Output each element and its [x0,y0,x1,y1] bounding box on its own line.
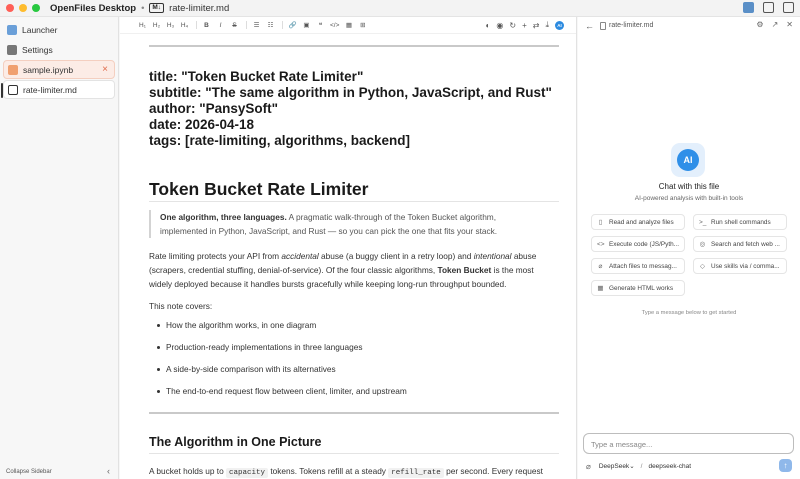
chat-icon[interactable] [763,2,774,13]
paragraph [149,464,559,479]
list-item: Production-ready implementations in three languages [157,342,407,364]
panel-toggle-icon[interactable] [783,2,794,13]
title-separator: • [141,2,145,14]
toolbar-divider [282,21,283,29]
markdown-icon [8,85,18,95]
heading-rule [149,201,559,202]
swap-icon[interactable]: ⇄ [532,20,540,30]
capability-generate-html[interactable] [591,280,685,296]
paragraph: This note covers: [149,301,213,311]
chat-hint: Type a message below to get started [641,310,737,316]
capability-label: Search and fetch web ... [711,240,780,248]
gear-icon[interactable]: ⚙ [756,20,764,29]
ai-logo [671,143,705,177]
toolbar-right-actions [486,20,564,30]
text-run: abuse (a buggy client in a retry loop) and [318,251,474,261]
frontmatter-line: tags: [rate-limiting, algorithms, backend] [149,133,411,148]
capability-label: Read and analyze files [609,218,674,226]
capability-attach-files[interactable] [591,258,685,274]
brush-icon[interactable] [743,2,754,13]
paragraph [149,249,559,291]
table-icon[interactable]: ⊞ [360,22,366,29]
provider-label: DeepSeek [598,462,630,470]
panel-header-actions [756,20,793,29]
chat-subtitle: AI-powered analysis with built-in tools [634,195,744,202]
heading-2: The Algorithm in One Picture [149,435,322,449]
frontmatter-line: author: "PansySoft" [149,101,279,116]
frontmatter-line: date: 2026-04-18 [149,117,255,132]
collapse-sidebar-button[interactable]: Collapse Sidebar [6,469,52,475]
terminal-icon: >_ [699,218,707,226]
capability-shell[interactable] [693,214,787,230]
numbered-list-icon[interactable]: ☷ [267,22,274,29]
text-run: widely deployed because it handles bursts gracefully while keeping long-run throughput bounded. [149,279,507,289]
ai-logo-icon: AI [677,149,699,171]
capability-label: Run shell commands [711,218,771,226]
capability-label: Use skills via / comma... [711,262,780,270]
add-icon[interactable]: + [522,20,527,30]
toolbar-divider [246,21,247,29]
maximize-window-button[interactable] [32,4,40,12]
capability-execute-code[interactable] [591,236,685,252]
bullet-list-icon[interactable]: ☰ [253,22,260,29]
code-icon[interactable]: </> [330,21,340,29]
paperclip-icon[interactable]: ⌀ [586,461,591,471]
refresh-icon[interactable]: ↻ [509,20,517,30]
skill-icon: ◇ [700,263,705,270]
close-window-button[interactable] [6,4,14,12]
back-arrow-icon[interactable]: ← [585,20,594,31]
inline-code: refill_rate [388,468,444,478]
quote-icon[interactable]: ❝ [318,22,323,29]
paperclip-icon: ⌀ [598,263,603,270]
grid-icon: ▦ [597,285,604,292]
markdown-editor [120,17,577,479]
frontmatter [149,69,552,149]
ai-icon[interactable]: AI [555,21,564,30]
panel-header [578,17,800,34]
text-run: Rate limiting protects your API from [149,251,282,261]
frontmatter-line: subtitle: "The same algorithm in Python, JavaScript, and Rust" [149,85,552,100]
rocket-icon [7,25,17,35]
download-icon[interactable]: ⤓ [545,20,549,29]
capability-skills[interactable] [693,258,787,274]
chevron-down-icon: ⌄ [629,463,635,470]
model-separator: / [640,462,643,470]
theme-icon[interactable]: ◐ [485,20,491,30]
horizontal-rule [149,412,559,414]
minimize-window-button[interactable] [19,4,27,12]
globe-icon: ◎ [699,241,706,248]
text-run: per second. Every request [443,466,543,476]
list-item: The end-to-end request flow between client, limiter, and upstream [157,386,407,408]
gear-icon [7,45,17,55]
capability-list [591,214,787,296]
heading-3-button[interactable]: H₃ [166,21,175,29]
text-run: tokens. Tokens refill at a steady [268,466,389,476]
heading-rule [149,453,559,454]
text-run: is the most [491,265,534,275]
close-icon[interactable]: ✕ [786,20,793,29]
heading-1-button[interactable]: H₁ [139,21,146,29]
list-item: How the algorithm works, in one diagram [157,320,407,342]
close-tab-icon[interactable]: × [102,64,108,75]
heading-2-button[interactable]: H₂ [152,21,161,29]
markdown-icon: M↓ [149,3,164,13]
file-icon: ▯ [598,219,603,226]
toolbar-divider [196,21,197,29]
capability-label: Attach files to messag... [609,262,677,270]
text-run: abuse [511,251,537,261]
provider-select[interactable] [599,462,635,470]
blockquote [149,210,559,238]
link-icon[interactable]: 🔗 [288,22,297,29]
horizontal-rule [149,45,559,47]
notebook-icon [8,65,18,75]
sidebar-item-rate-limiter[interactable] [3,80,115,99]
strong: Token Bucket [437,265,492,275]
inline-code: capacity [226,468,268,478]
emphasis: intentional [473,251,512,261]
title-actions [743,2,794,13]
sidebar-item-label: sample.ipynb [23,64,74,75]
model-select[interactable]: deepseek-chat [648,462,692,470]
capability-label: Generate HTML works [609,284,674,292]
code-block-icon[interactable]: ▦ [345,22,352,29]
ai-chat-panel [578,17,800,479]
window-controls [6,4,40,12]
file-icon [600,22,606,30]
chat-composer [583,458,794,474]
capability-label: Execute code (JS/Pyth... [609,240,679,248]
frontmatter-line: title: "Token Bucket Rate Limiter" [149,69,364,84]
text-run: A bucket holds up to [149,466,227,476]
sidebar-item-sample-notebook[interactable] [3,60,115,79]
bold-button[interactable]: B [204,21,209,29]
quote-bold: One algorithm, three languages. [160,212,287,222]
sidebar-item-label: rate-limiter.md [23,84,77,95]
chat-title: Chat with this file [658,182,720,191]
sidebar [0,17,119,479]
window-file-title: rate-limiter.md [169,2,230,14]
sidebar-item-label: Settings [22,44,53,55]
quote-text: implemented in Python, JavaScript, and Rust — so you can pick the one that fits your stack. [160,226,498,236]
capability-read-files[interactable] [591,214,685,230]
code-icon: <> [597,240,605,248]
sidebar-item-launcher[interactable] [3,20,115,39]
panel-file-name: rate-limiter.md [609,22,654,29]
app-title: OpenFiles Desktop [50,2,137,14]
sidebar-item-settings[interactable] [3,40,115,59]
heading-1: Token Bucket Rate Limiter [149,179,369,199]
list-item: A side-by-side comparison with its alternatives [157,364,407,386]
capability-web-search[interactable] [693,236,787,252]
emphasis: accidental [281,251,319,261]
quote-text: A pragmatic walk-through of the Token Bucket algorithm, [286,212,497,222]
chevron-left-icon[interactable]: ‹ [107,466,110,476]
heading-4-button[interactable]: H₄ [180,21,189,29]
editor-toolbar [120,17,576,34]
sidebar-item-label: Launcher [22,24,58,35]
chat-input[interactable]: Type a message... [583,433,794,454]
external-link-icon[interactable]: ↗ [771,20,779,29]
italic-button[interactable]: I [219,21,222,29]
title-bar [0,0,800,17]
send-button[interactable]: ↑ [779,459,792,472]
bullet-list [157,320,407,408]
strikethrough-button[interactable]: S [232,21,237,29]
image-icon[interactable]: ▣ [303,22,310,29]
text-run: (scrapers, credential stuffing, denial-of-service). Of the four classic algorithms, [149,265,438,275]
preview-icon[interactable]: ◉ [496,20,504,30]
